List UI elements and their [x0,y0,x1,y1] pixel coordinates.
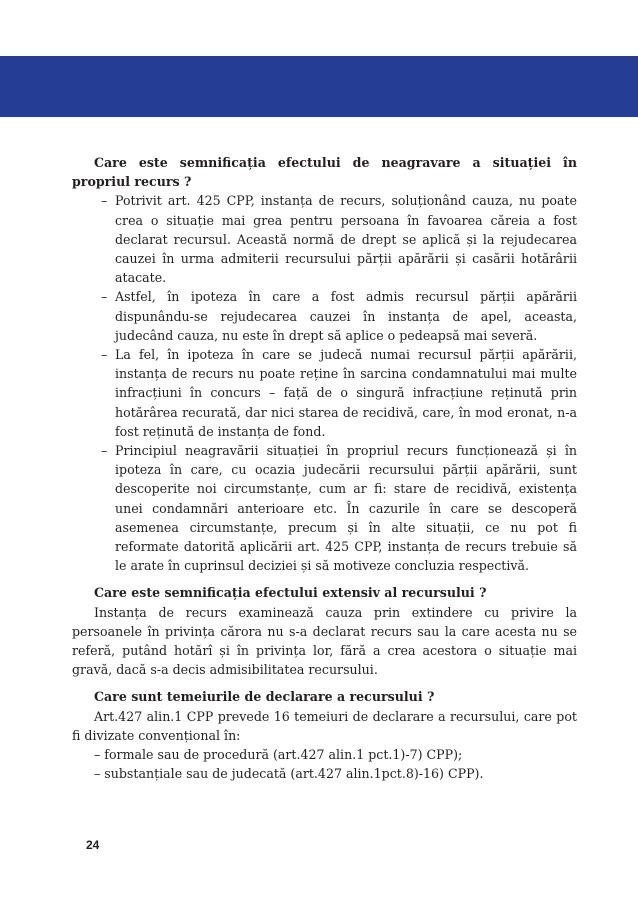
question-heading: Care sunt temeiurile de declarare a recursului ? [94,689,435,705]
dash-marker: – [101,443,108,459]
question-heading: Care este semnificația efectului extensiv al recursului ? [94,585,487,601]
page-content [72,153,577,784]
dash-marker: – [101,347,108,363]
list-item: – Principiul neagravării situației în propriul recurs funcționează și în ipoteza în care, cu ocazia judecării recursului părții apărării, sunt descoperite noi circumstanțe, cum ar fi: stare de recidivă, existența unei condamnări anterioare etc. În cazurile în care se descoperă asemenea circumstanțe, precum și în alte situații, ce nu pot fi reformate datorită aplicării art. 425 CPP, instanța de recurs trebuie să le arate în cuprinsul deciziei și să motiveze concluzia respectivă. [101,443,577,574]
paragraph: Art.427 alin.1 CPP prevede 16 temeiuri de declarare a recursului, care pot fi divizate convențional în: [72,708,577,743]
dash-marker: – [101,193,108,209]
list-item: – Potrivit art. 425 CPP, instanța de recurs, soluționând cauza, nu poate crea o situație mai grea pentru persoana în favoarea căreia a fost declarat recursul. Această normă de drept se aplică și la rejudecarea cauzei în urma admiterii recursului părții apărării și casării hotărârii atacate. [101,193,577,286]
list-item: – La fel, în ipoteza în care se judecă numai recursul părții apărării, instanța de recurs nu poate reține în sarcina condamnatului mai multe infracțiuni în concurs – față de o singură infracțiune reținută prin hotărârea recurată, dar nici starea de recidivă, care, în mod eronat, n-a fost reținută de instanța de fond. [101,347,577,439]
question-heading: Care este semnificația efectului de neagravare a situației în propriul recurs ? [72,155,577,190]
page-number: 24 [86,838,100,852]
list-item: – Astfel, în ipoteza în care a fost admis recursul părții apărării dispunându-se rejudecarea cauzei în instanța de apel, aceasta, judecând cauza, nu este în drept să aplice o pedeapsă mai severă. [101,289,577,343]
dash-marker: – [101,289,108,305]
paragraph: Instanța de recurs examinează cauza prin extindere cu privire la persoanele în privința cărora nu s-a declarat recurs sau la care acesta nu se referă, putând hotărî și în privința lor, fără a crea acestora o situație mai gravă, dacă s-a decis admisibilitatea recursului. [72,604,577,678]
header-band [0,56,638,117]
list-item: – substanțiale sau de judecată (art.427 alin.1pct.8)-16) CPP). [94,766,484,782]
list-item: – formale sau de procedură (art.427 alin.1 pct.1)-7) CPP); [94,747,463,763]
